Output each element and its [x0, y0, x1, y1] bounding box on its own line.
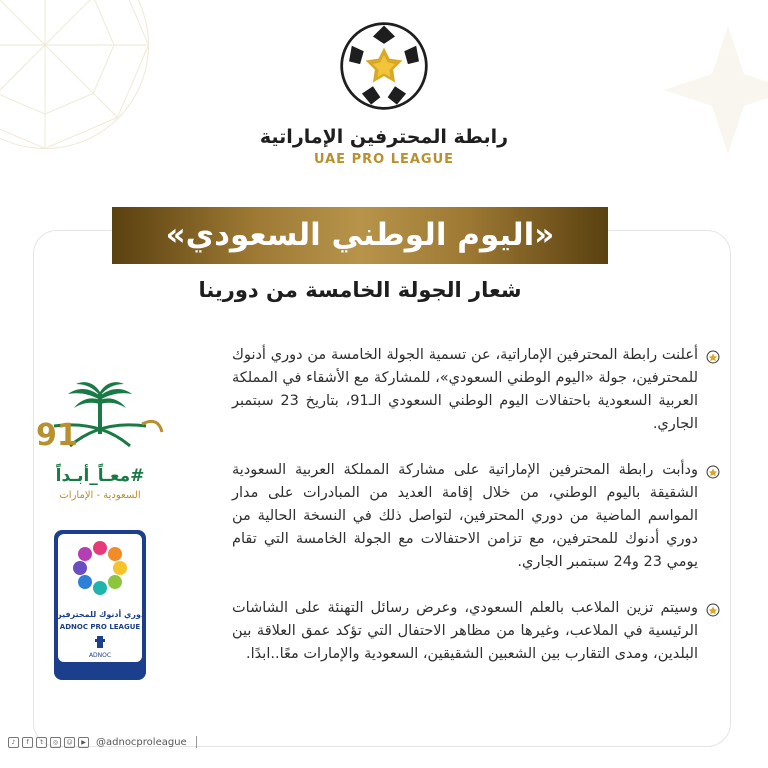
footer-divider	[196, 736, 197, 748]
ball-bullet-icon	[706, 350, 720, 364]
league-flower-icon	[70, 538, 130, 598]
paragraph	[232, 459, 720, 574]
emblem-subtitle: السعودية - الإمارات	[59, 490, 141, 501]
saudi-national-day-emblem	[30, 380, 170, 512]
paragraph	[232, 597, 720, 666]
ball-bullet-icon	[706, 603, 720, 617]
paragraph	[232, 344, 720, 436]
league-name-arabic: رابطة المحترفين الإماراتية	[259, 126, 509, 148]
instagram-icon[interactable]: ◎	[50, 737, 61, 748]
paragraph-text: وسيتم تزين الملاعب بالعلم السعودي، وعرض رسائل التهنئة على الشاشات الرئيسية في الملاعب، وغيرها من مظاهر الاحتفال التي تؤكد عمق العلاقة بين البلدين، ومدى التقارب بين الشعبين الشقيقين، السعودية والإمارات معًا..ابدًا.	[232, 600, 698, 662]
anniversary-number: 91	[36, 418, 78, 453]
snapchat-icon[interactable]: ☺	[64, 737, 75, 748]
social-handle[interactable]: @adnocproleague	[96, 736, 187, 748]
adnoc-logo-icon	[92, 634, 108, 650]
twitter-icon[interactable]: t	[36, 737, 47, 748]
tiktok-icon[interactable]: ♪	[8, 737, 19, 748]
ball-bullet-icon	[706, 465, 720, 479]
subtitle: شعار الجولة الخامسة من دورينا	[198, 278, 522, 302]
adnoc-league-arabic: دوري أدنوك للمحترفين	[54, 610, 146, 619]
facebook-icon[interactable]: f	[22, 737, 33, 748]
social-footer	[8, 736, 197, 748]
adnoc-pro-league-badge	[54, 530, 146, 680]
league-name-english: UAE PRO LEAGUE	[313, 152, 455, 167]
adnoc-league-english: ADNOC PRO LEAGUE	[59, 623, 141, 631]
emblem-slogan: #معـاً_أبـداً	[55, 466, 145, 486]
paragraph-text: ودأبت رابطة المحترفين الإماراتية على مشاركة المملكة العربية السعودية الشقيقة باليوم الوطني، من خلال إقامة العديد من المبادرات على مدار المواسم الماضية من دوري المحترفين، لتواصل ذلك في النسخة الحالية من دوري أدنوك للمحترفين، مع تزامن الاحتفالات مع الجولة الخامسة التي تقام يومي 23 و24 سبتمبر الجاري.	[232, 462, 698, 570]
youtube-icon[interactable]: ▶	[78, 737, 89, 748]
adnoc-brand-text: ADNOC	[88, 652, 112, 659]
league-ball-logo	[338, 20, 430, 112]
title-banner: «اليوم الوطني السعودي»	[112, 207, 608, 264]
paragraph-text: أعلنت رابطة المحترفين الإماراتية، عن تسمية الجولة الخامسة من دوري أدنوك للمحترفين، جولة «اليوم الوطني السعودي»، للمشاركة مع الأشقاء في المملكة العربية السعودية باحتفالات اليوم الوطني السعودي الـ91، بتاريخ 23 سبتمبر الجاري.	[232, 347, 699, 432]
article-body	[232, 344, 720, 689]
header	[0, 20, 768, 167]
